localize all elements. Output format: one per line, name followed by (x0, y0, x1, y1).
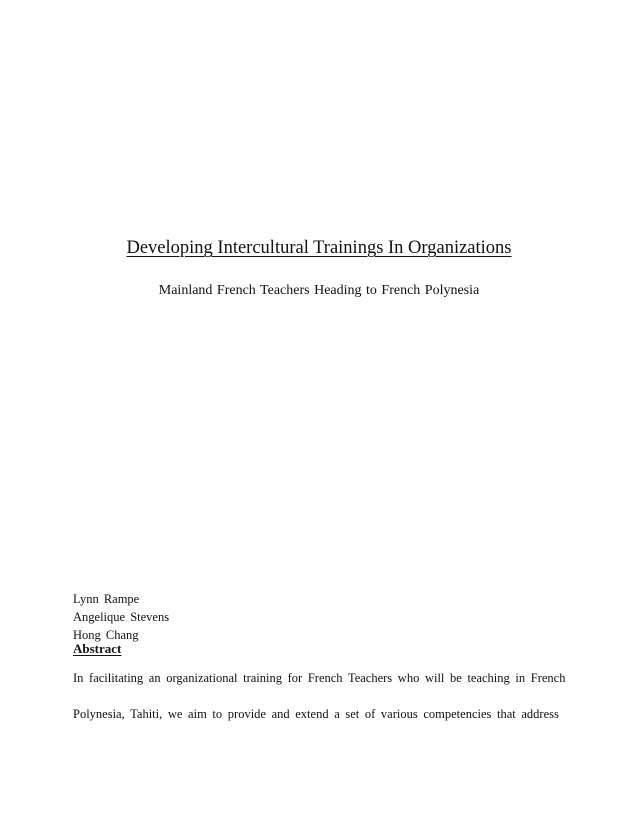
author-name: Angelique Stevens (73, 610, 170, 624)
author-name: Lynn Rampe (73, 592, 140, 606)
abstract-heading: Abstract (73, 641, 122, 656)
author-list (73, 590, 169, 644)
author-name: Hong Chang (73, 628, 139, 642)
document-title: Developing Intercultural Trainings In Organizations (126, 238, 512, 258)
document-subtitle: Mainland French Teachers Heading to French Polynesia (158, 283, 480, 298)
abstract-text-line: In facilitating an organizational training for French Teachers who will be teaching in French (73, 671, 566, 685)
abstract-text-line: Polynesia, Tahiti, we aim to provide and extend a set of various competencies that address (73, 707, 559, 721)
